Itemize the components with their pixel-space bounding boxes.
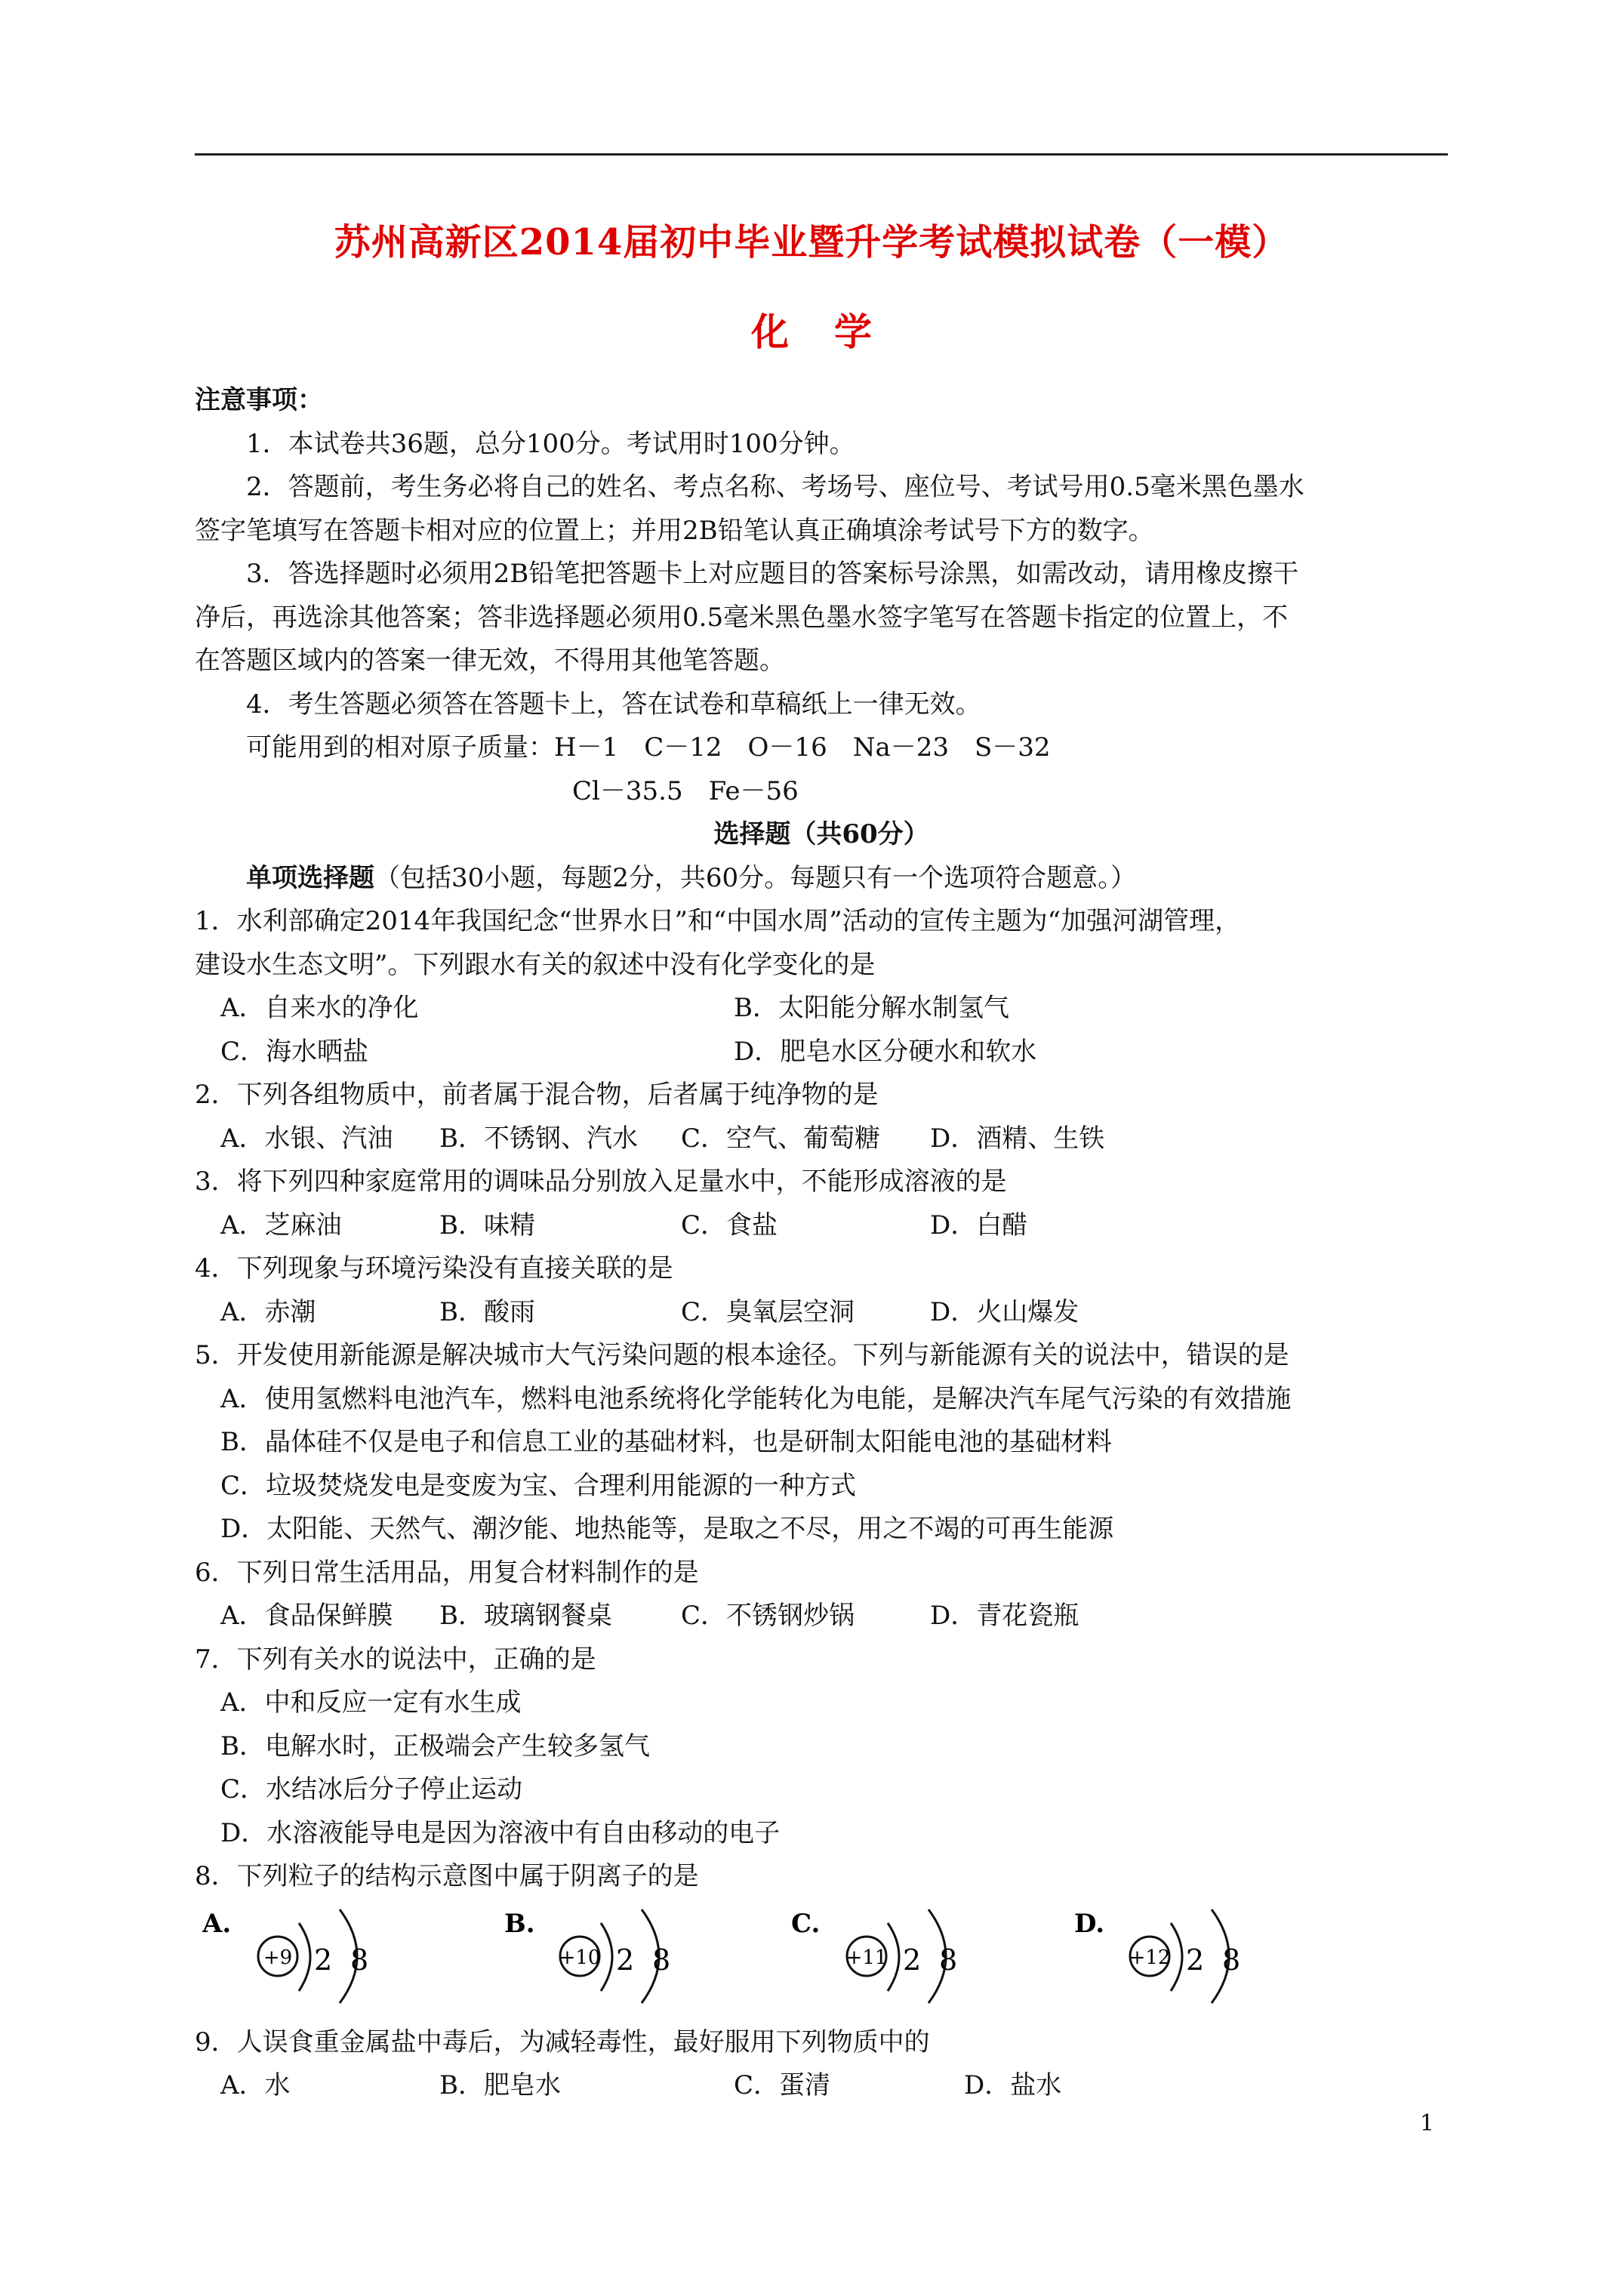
atomic-mass-line: 可能用到的相对原子质量：H－1 C－12 O－16 Na－23 S－32 xyxy=(246,732,1051,763)
option-row xyxy=(195,1291,1448,1335)
question-3 xyxy=(195,1160,1448,1247)
nucleus-charge: +9 xyxy=(263,1946,293,1969)
question-list xyxy=(195,900,1448,1855)
shell-arc xyxy=(299,1923,310,1991)
option-row xyxy=(195,1117,1448,1161)
answer-option: A．中和反应一定有水生成 xyxy=(220,1687,522,1718)
question-7 xyxy=(195,1638,1448,1856)
shell-electrons: 2 xyxy=(314,1943,333,1977)
answer-option: C．垃圾焚烧发电是变废为宝、合理利用能源的一种方式 xyxy=(220,1470,857,1501)
answer-option: D．水溶液能导电是因为溶液中有自由移动的电子 xyxy=(220,1817,781,1848)
option-label: D. xyxy=(1074,1908,1105,1939)
structure-diagrams xyxy=(195,1902,1448,2015)
question-1 xyxy=(195,900,1448,1074)
question-4 xyxy=(195,1247,1448,1334)
page-number: 1 xyxy=(1419,2110,1434,2137)
answer-option: C．蛋清 xyxy=(734,2070,831,2100)
answer-option: A．水 xyxy=(220,2070,291,2100)
question-stem: 4．下列现象与环境污染没有直接关联的是 xyxy=(195,1253,673,1284)
option-row xyxy=(195,1031,1448,1074)
question-stem: 7．下列有关水的说法中，正确的是 xyxy=(195,1644,596,1675)
answer-option: D．火山爆发 xyxy=(930,1296,1079,1327)
answer-option: B．不锈钢、汽水 xyxy=(439,1123,638,1154)
question-stem: 3．将下列四种家庭常用的调味品分别放入足量水中，不能形成溶液的是 xyxy=(195,1166,1007,1197)
option-label: A. xyxy=(202,1908,232,1939)
option-row xyxy=(195,987,1448,1031)
atom-diagram xyxy=(1074,1902,1270,2015)
exam-body xyxy=(195,379,1448,2108)
atom-diagram xyxy=(791,1902,987,2015)
shell-arc xyxy=(888,1923,899,1991)
exam-title: 苏州高新区2014届初中毕业暨升学考试模拟试卷（一模） xyxy=(334,221,1289,264)
notice-item: 签字笔填写在答题卡相对应的位置上；并用2B铅笔认真正确填涂考试号下方的数字。 xyxy=(195,515,1154,546)
notice-item: 在答题区域内的答案一律无效，不得用其他笔答题。 xyxy=(195,646,785,676)
answer-option: B．酸雨 xyxy=(439,1296,535,1327)
answer-option: D．盐水 xyxy=(964,2070,1062,2100)
atom-diagram-svg xyxy=(791,1902,987,2015)
answer-option: A．水银、汽油 xyxy=(220,1123,393,1154)
question-5 xyxy=(195,1334,1448,1552)
section-title: 选择题（共60分） xyxy=(713,819,929,849)
atom-diagram-svg xyxy=(1074,1902,1270,2015)
answer-option: D．太阳能、天然气、潮汐能、地热能等，是取之不尽，用之不竭的可再生能源 xyxy=(220,1514,1114,1544)
question-2 xyxy=(195,1074,1448,1160)
notice-item: 3．答选择题时必须用2B铅笔把答题卡上对应题目的答案标号涂黑，如需改动，请用橡皮擦干 xyxy=(246,559,1299,589)
answer-option: C．臭氧层空洞 xyxy=(681,1296,855,1327)
shell-arc xyxy=(1171,1923,1182,1991)
option-row xyxy=(195,1595,1448,1638)
atom-diagram-svg xyxy=(504,1902,701,2015)
answer-option: D．酒精、生铁 xyxy=(930,1123,1105,1154)
nucleus-charge: +11 xyxy=(845,1946,888,1969)
shell-electrons: 2 xyxy=(616,1943,635,1977)
subject-title: 化学 xyxy=(751,310,917,354)
question-6 xyxy=(195,1552,1448,1638)
answer-option: D．青花瓷瓶 xyxy=(930,1601,1079,1631)
answer-option: C．不锈钢炒锅 xyxy=(681,1601,855,1631)
option-label: B. xyxy=(504,1908,535,1939)
shell-arc xyxy=(601,1923,612,1991)
answer-option: A．赤潮 xyxy=(220,1296,316,1327)
notice-heading: 注意事项： xyxy=(195,385,323,415)
question-stem: 9．人误食重金属盐中毒后，为减轻毒性，最好服用下列物质中的 xyxy=(195,2026,930,2057)
atom-diagram xyxy=(504,1902,701,2015)
notice-item: 1．本试卷共36题，总分100分。考试用时100分钟。 xyxy=(246,428,855,459)
shell-electrons: 8 xyxy=(1222,1943,1241,1977)
section-instruction xyxy=(195,857,1448,901)
question-stem: 2．下列各组物质中，前者属于混合物，后者属于纯净物的是 xyxy=(195,1080,879,1110)
shell-electrons: 8 xyxy=(939,1943,958,1977)
option-row xyxy=(195,1204,1448,1248)
option-label: C. xyxy=(791,1908,821,1939)
atom-diagram-svg xyxy=(202,1902,399,2015)
answer-option: B．太阳能分解水制氢气 xyxy=(734,993,1009,1023)
nucleus-charge: +10 xyxy=(559,1946,601,1969)
notice-item: 2．答题前，考生务必将自己的姓名、考点名称、考场号、座位号、考试号用0.5毫米黑色墨水 xyxy=(246,472,1304,502)
answer-option: A．芝麻油 xyxy=(220,1210,342,1240)
atomic-mass-line: Cl－35.5 Fe－56 xyxy=(572,775,799,806)
question-stem: 1．水利部确定2014年我国纪念“世界水日”和“中国水周”活动的宣传主题为“加强河湖管理， xyxy=(195,906,1241,936)
answer-option: B．电解水时，正极端会产生较多氢气 xyxy=(220,1730,650,1761)
instruction-type: 单项选择题 xyxy=(246,862,374,893)
answer-option: B．晶体硅不仅是电子和信息工业的基础材料，也是研制太阳能电池的基础材料 xyxy=(220,1427,1112,1457)
notice-item: 净后，再选涂其他答案；答非选择题必须用0.5毫米黑色墨水签字笔写在答题卡指定的位置上，不 xyxy=(195,602,1289,633)
question-stem: 6．下列日常生活用品，用复合材料制作的是 xyxy=(195,1557,699,1588)
answer-option: D．肥皂水区分硬水和软水 xyxy=(734,1036,1037,1067)
answer-option: A．食品保鲜膜 xyxy=(220,1601,393,1631)
nucleus-charge: +12 xyxy=(1129,1946,1171,1969)
answer-option: C．海水晒盐 xyxy=(220,1036,369,1067)
shell-electrons: 2 xyxy=(903,1943,922,1977)
option-row xyxy=(195,2064,1448,2108)
question-stem: 5．开发使用新能源是解决城市大气污染问题的根本途径。下列与新能源有关的说法中，错误的是 xyxy=(195,1340,1289,1370)
notice-item: 4．考生答题必须答在答题卡上，答在试卷和草稿纸上一律无效。 xyxy=(246,689,981,720)
answer-option: B．味精 xyxy=(439,1210,535,1240)
answer-option: C．食盐 xyxy=(681,1210,778,1240)
shell-electrons: 8 xyxy=(652,1943,671,1977)
answer-option: A．自来水的净化 xyxy=(220,993,419,1023)
shell-electrons: 8 xyxy=(350,1943,369,1977)
answer-option: B．玻璃钢餐桌 xyxy=(439,1601,612,1631)
answer-option: C．水结冰后分子停止运动 xyxy=(220,1774,523,1804)
shell-electrons: 2 xyxy=(1186,1943,1205,1977)
answer-option: A．使用氢燃料电池汽车，燃料电池系统将化学能转化为电能，是解决汽车尾气污染的有效措施 xyxy=(220,1383,1292,1414)
instruction-text: （包括30小题，每题2分，共60分。每题只有一个选项符合题意。） xyxy=(374,862,1137,893)
question-stem: 建设水生态文明”。下列跟水有关的叙述中没有化学变化的是 xyxy=(195,949,876,980)
question-stem: 8．下列粒子的结构示意图中属于阴离子的是 xyxy=(195,1861,699,1891)
answer-option: D．白醋 xyxy=(930,1210,1028,1240)
answer-option: C．空气、葡萄糖 xyxy=(681,1123,881,1154)
answer-option: B．肥皂水 xyxy=(439,2070,561,2100)
atom-diagram xyxy=(202,1902,399,2015)
header-rule xyxy=(195,153,1448,156)
